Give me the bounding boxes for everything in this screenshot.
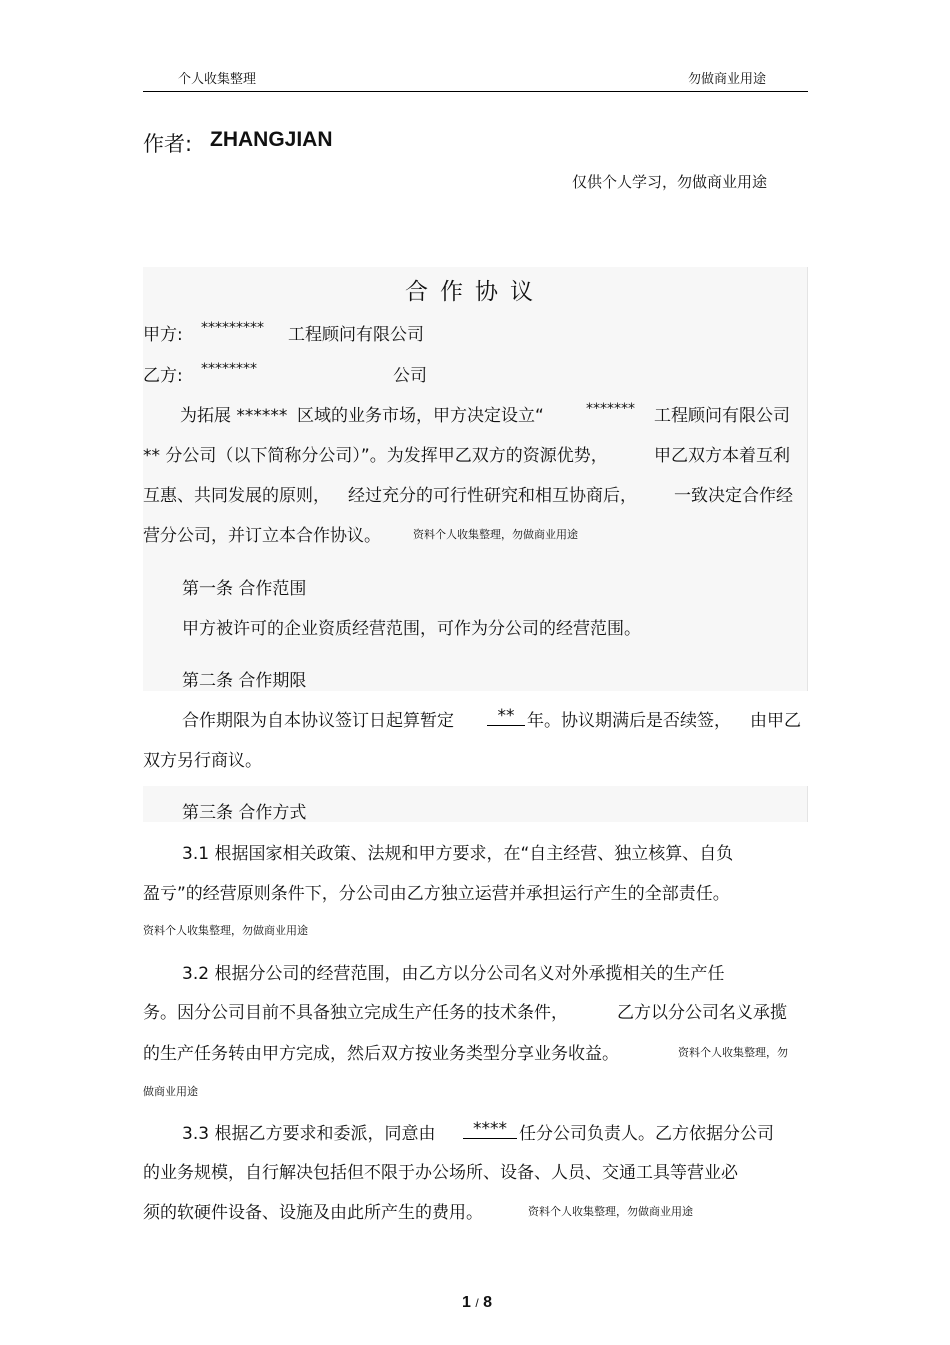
page-current: 1: [462, 1294, 471, 1311]
intro-line2-a: ** 分公司（以下简称分公司）”。为发挥甲乙双方的资源优势，: [143, 446, 608, 466]
clause33-line1-a: 3.3 根据乙方要求和委派，同意由: [182, 1124, 436, 1144]
clause33-line3: 须的软硬件设备、设施及由此所产生的费用。: [143, 1203, 483, 1223]
header-divider: [143, 91, 808, 92]
article1-heading: 第一条 合作范围: [182, 579, 307, 599]
intro-line3-c: 一致决定合作经: [674, 486, 793, 506]
party-a-label: 甲方:: [143, 325, 183, 345]
article2-term-blank: [487, 706, 525, 726]
party-b-label: 乙方:: [143, 366, 183, 386]
intro-line1-c: *******: [586, 401, 635, 417]
intro-line3-b: 经过充分的可行性研究和相互协商后，: [348, 486, 637, 506]
article3-heading: 第三条 合作方式: [182, 803, 307, 823]
clause32-note-b: 做商业用途: [143, 1085, 198, 1098]
page-separator: /: [475, 1296, 479, 1310]
header-left-text: 个人收集整理: [178, 72, 257, 87]
intro-line1-b: 区域的业务市场，甲方决定设立“: [297, 406, 544, 426]
intro-line1-a: 为拓展 ******: [180, 406, 288, 426]
party-a-mask: *********: [201, 320, 264, 336]
clause32-line1: 3.2 根据分公司的经营范围，由乙方以分公司名义对外承揽相关的生产任: [182, 964, 725, 984]
article2-line1-a: 合作期限为自本协议签订日起算暂定: [182, 711, 454, 731]
author-name: ZHANGJIAN: [210, 128, 333, 151]
intro-line3-a: 互惠、共同发展的原则，: [143, 486, 330, 506]
intro-note: 资料个人收集整理，勿做商业用途: [413, 528, 578, 541]
party-a-name: 工程顾问有限公司: [288, 325, 424, 345]
disclaimer-text: 仅供个人学习，勿做商业用途: [572, 173, 768, 191]
clause33-line2: 的业务规模，自行解决包括但不限于办公场所、设备、人员、交通工具等营业必: [143, 1163, 738, 1183]
header-right-text: 勿做商业用途: [688, 72, 767, 87]
article1-body: 甲方被许可的企业资质经营范围，可作为分公司的经营范围。: [182, 619, 641, 639]
party-b-name: 公司: [393, 366, 427, 386]
clause32-line2-b: 乙方以分公司名义承揽: [617, 1003, 787, 1023]
clause32-line3: 的生产任务转由甲方完成，然后双方按业务类型分享业务收益。: [143, 1044, 619, 1064]
clause33-head-value: ****: [463, 1120, 517, 1139]
author-label: 作者:: [143, 132, 193, 156]
clause32-line2-a: 务。因分公司目前不具备独立完成生产任务的技术条件，: [143, 1003, 568, 1023]
article2-line1-b: 年。协议期满后是否续签，: [527, 711, 731, 731]
intro-line2-b: 甲乙双方本着互利: [654, 446, 790, 466]
clause33-note: 资料个人收集整理，勿做商业用途: [528, 1205, 693, 1218]
article2-line2: 双方另行商议。: [143, 751, 262, 771]
article2-line1-c: 由甲乙: [750, 711, 801, 731]
document-title: 合作协议: [405, 279, 545, 305]
clause31-line2: 盈亏”的经营原则条件下，分公司由乙方独立运营并承担运行产生的全部责任。: [143, 884, 730, 904]
article2-term-value: **: [487, 707, 525, 726]
party-b-mask: ********: [201, 361, 257, 377]
clause32-note-a: 资料个人收集整理，勿: [678, 1046, 788, 1059]
clause33-line1-b: 任分公司负责人。乙方依据分公司: [519, 1124, 774, 1144]
clause31-note: 资料个人收集整理，勿做商业用途: [143, 924, 308, 937]
clause31-line1: 3.1 根据国家相关政策、法规和甲方要求，在“自主经营、独立核算、自负: [182, 844, 734, 864]
intro-line4: 营分公司，并订立本合作协议。: [143, 526, 381, 546]
article2-heading: 第二条 合作期限: [182, 671, 307, 691]
intro-line1-d: 工程顾问有限公司: [654, 406, 790, 426]
page-indicator: [462, 1294, 492, 1312]
clause33-head-blank: [463, 1119, 517, 1139]
page-total: 8: [483, 1294, 493, 1311]
